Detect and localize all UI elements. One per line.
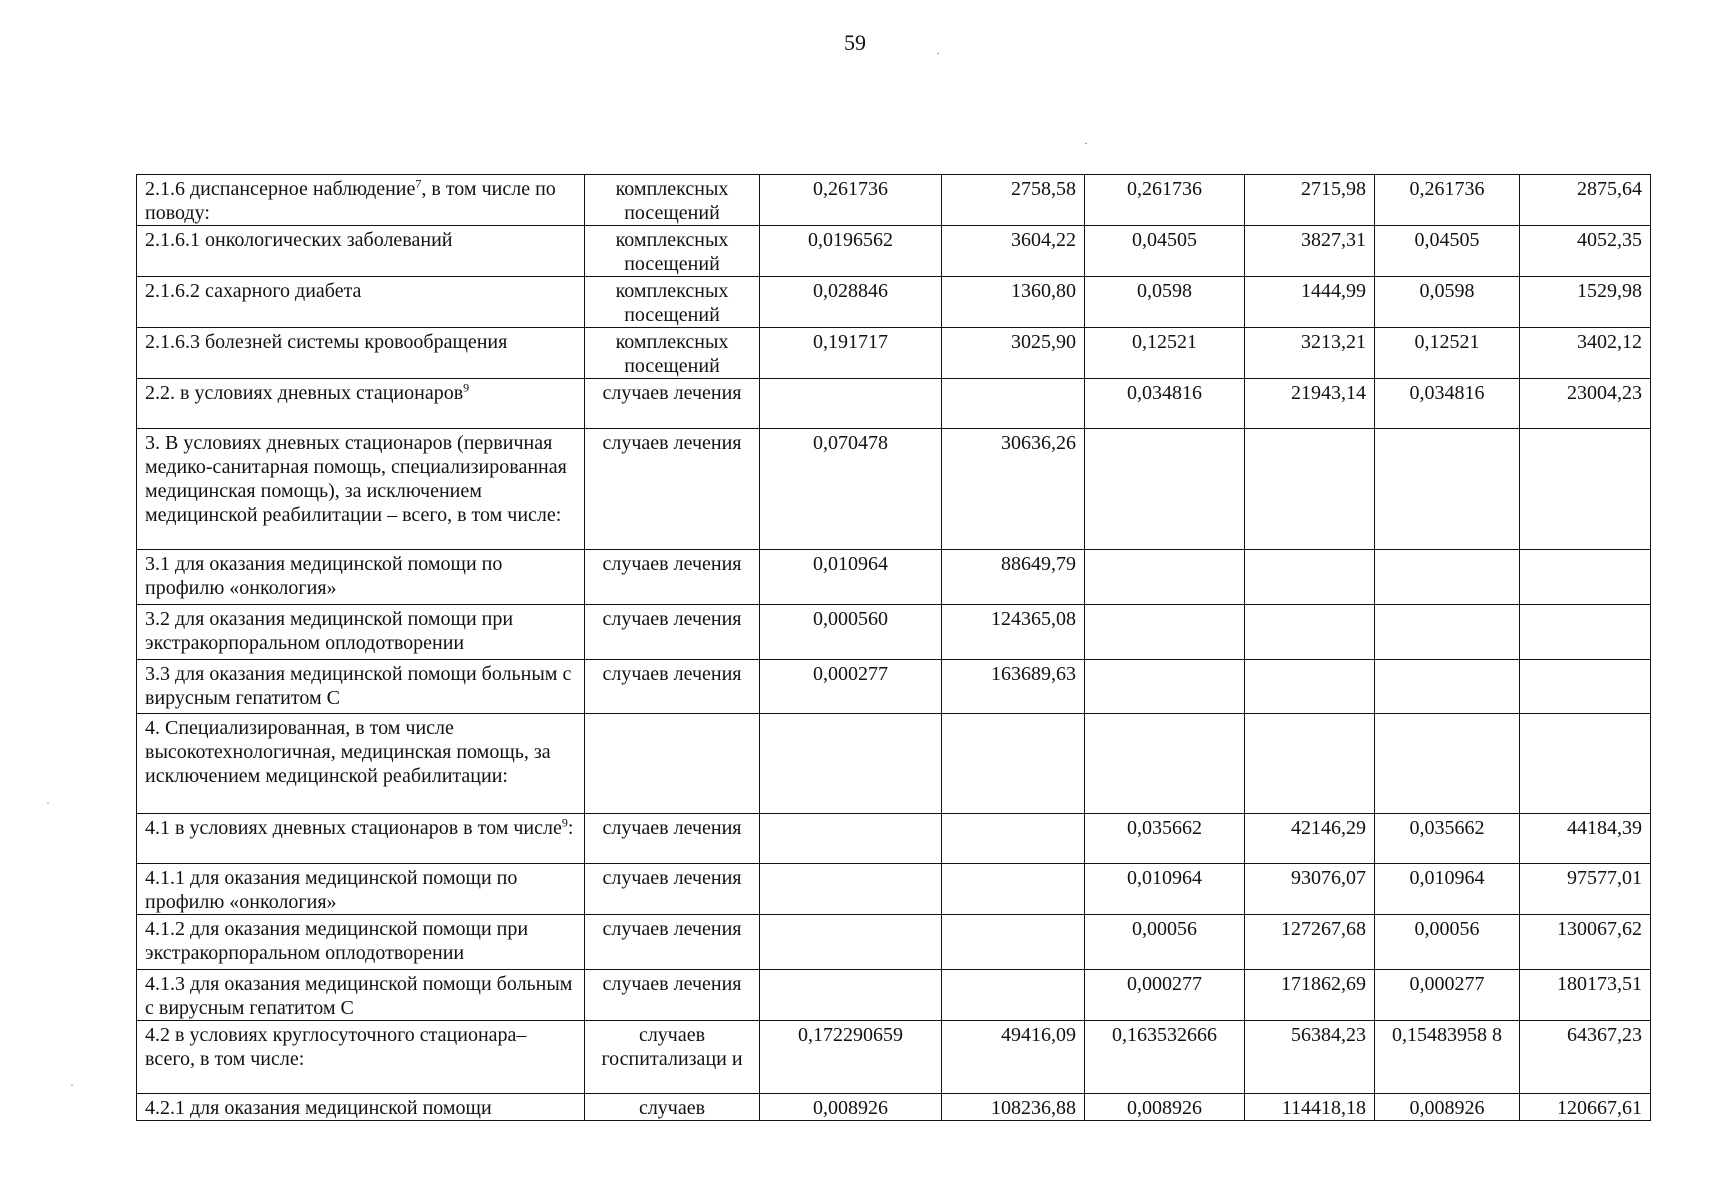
cost-cell: 4052,35 [1520, 226, 1651, 277]
table-row [137, 714, 1651, 814]
norm-cell [760, 970, 942, 1021]
norm-cell [760, 379, 942, 429]
unit-cell: случаев госпитализаци и [585, 1021, 760, 1094]
table-row [137, 660, 1651, 714]
scan-speck: · [936, 46, 940, 60]
unit-cell: случаев лечения [585, 605, 760, 660]
unit-cell [585, 714, 760, 814]
indicator-cell [137, 605, 585, 660]
norm-cell [760, 864, 942, 915]
indicator-name: 4.2.1 для оказания медицинской помощи [145, 1097, 492, 1119]
norm-cell: 0,261736 [760, 175, 942, 226]
indicator-name: 2.1.6.1 онкологических заболеваний [145, 229, 453, 251]
cost-cell: 3827,31 [1245, 226, 1375, 277]
unit-cell: комплексных посещений [585, 175, 760, 226]
cost-cell [1245, 429, 1375, 550]
cost-cell: 2758,58 [942, 175, 1085, 226]
indicator-name: 2.2. в условиях дневных стационаров [145, 382, 464, 404]
indicator-name: 3.3 для оказания медицинской помощи больным с вирусным гепатитом С [145, 663, 572, 709]
norm-cell: 0,028846 [760, 277, 942, 328]
cost-cell: 44184,39 [1520, 814, 1651, 864]
indicator-cell [137, 175, 585, 226]
norm-cell: 0,04505 [1375, 226, 1520, 277]
norm-cell: 0,000277 [760, 660, 942, 714]
norm-cell: 0,034816 [1375, 379, 1520, 429]
norm-cell [1375, 429, 1520, 550]
unit-cell: случаев лечения [585, 970, 760, 1021]
cost-cell: 114418,18 [1245, 1094, 1375, 1121]
table-row [137, 1094, 1651, 1121]
scan-speck: · [1084, 136, 1088, 150]
table-row [137, 814, 1651, 864]
indicator-cell [137, 864, 585, 915]
cost-cell: 1360,80 [942, 277, 1085, 328]
unit-cell: случаев лечения [585, 550, 760, 605]
cost-cell: 97577,01 [1520, 864, 1651, 915]
unit-cell: случаев [585, 1094, 760, 1121]
norm-cell: 0,008926 [760, 1094, 942, 1121]
cost-cell: 3604,22 [942, 226, 1085, 277]
norm-cell: 0,172290659 [760, 1021, 942, 1094]
tariff-table [136, 174, 1651, 1121]
cost-cell [942, 714, 1085, 814]
cost-cell [942, 379, 1085, 429]
norm-cell: 0,035662 [1375, 814, 1520, 864]
scan-speck: · [70, 1078, 74, 1092]
table-row [137, 970, 1651, 1021]
cost-cell: 3213,21 [1245, 328, 1375, 379]
unit-cell: комплексных посещений [585, 328, 760, 379]
table-row [137, 550, 1651, 605]
norm-cell [760, 814, 942, 864]
indicator-cell [137, 550, 585, 605]
table-row [137, 1021, 1651, 1094]
norm-cell: 0,12521 [1375, 328, 1520, 379]
norm-cell: 0,035662 [1085, 814, 1245, 864]
table-row [137, 328, 1651, 379]
norm-cell [1085, 605, 1245, 660]
cost-cell: 180173,51 [1520, 970, 1651, 1021]
cost-cell [942, 970, 1085, 1021]
norm-cell: 0,261736 [1375, 175, 1520, 226]
cost-cell [1520, 605, 1651, 660]
cost-cell [942, 814, 1085, 864]
indicator-name: 3.2 для оказания медицинской помощи при экстракорпоральном оплодотворении [145, 608, 514, 654]
cost-cell: 130067,62 [1520, 915, 1651, 970]
indicator-name: 4.1 в условиях дневных стационаров в том числе [145, 817, 562, 839]
indicator-cell [137, 660, 585, 714]
norm-cell: 0,000560 [760, 605, 942, 660]
indicator-cell [137, 714, 585, 814]
norm-cell: 0,0598 [1375, 277, 1520, 328]
indicator-cell [137, 429, 585, 550]
footnote-ref: 9 [463, 380, 470, 395]
indicator-cell [137, 915, 585, 970]
norm-cell [760, 915, 942, 970]
norm-cell: 0,008926 [1375, 1094, 1520, 1121]
norm-cell: 0,070478 [760, 429, 942, 550]
indicator-cell [137, 226, 585, 277]
unit-cell: случаев лечения [585, 915, 760, 970]
norm-cell: 0,000277 [1375, 970, 1520, 1021]
unit-cell: комплексных посещений [585, 226, 760, 277]
norm-cell: 0,010964 [1085, 864, 1245, 915]
unit-cell: случаев лечения [585, 814, 760, 864]
cost-cell: 30636,26 [942, 429, 1085, 550]
indicator-name: 3. В условиях дневных стационаров (первичная медико-санитарная помощь, специализированная медицинская помощь), за исключением медицинской реабилитации – всего, в том числе: [145, 432, 567, 526]
cost-cell: 108236,88 [942, 1094, 1085, 1121]
unit-cell: случаев лечения [585, 379, 760, 429]
table-row [137, 864, 1651, 915]
table-row [137, 605, 1651, 660]
indicator-name: 2.1.6.3 болезней системы кровообращения [145, 331, 508, 353]
norm-cell: 0,00056 [1085, 915, 1245, 970]
norm-cell: 0,163532666 [1085, 1021, 1245, 1094]
norm-cell: 0,0598 [1085, 277, 1245, 328]
cost-cell [1520, 660, 1651, 714]
cost-cell [1520, 714, 1651, 814]
indicator-cell [137, 277, 585, 328]
norm-cell: 0,0196562 [760, 226, 942, 277]
norm-cell: 0,15483958 8 [1375, 1021, 1520, 1094]
cost-cell: 93076,07 [1245, 864, 1375, 915]
unit-cell: случаев лечения [585, 864, 760, 915]
indicator-cell [137, 328, 585, 379]
indicator-cell [137, 379, 585, 429]
unit-cell: случаев лечения [585, 660, 760, 714]
cost-cell: 1444,99 [1245, 277, 1375, 328]
norm-cell: 0,008926 [1085, 1094, 1245, 1121]
footnote-ref: 7 [415, 176, 422, 191]
cost-cell [942, 864, 1085, 915]
indicator-cell [137, 1021, 585, 1094]
cost-cell [1520, 429, 1651, 550]
norm-cell: 0,010964 [760, 550, 942, 605]
cost-cell: 23004,23 [1520, 379, 1651, 429]
table-row [137, 226, 1651, 277]
footnote-ref: 9 [561, 815, 568, 830]
cost-cell: 2715,98 [1245, 175, 1375, 226]
cost-cell: 88649,79 [942, 550, 1085, 605]
norm-cell: 0,191717 [760, 328, 942, 379]
norm-cell: 0,04505 [1085, 226, 1245, 277]
cost-cell [1245, 660, 1375, 714]
norm-cell [1085, 714, 1245, 814]
table-row [137, 915, 1651, 970]
table-row [137, 175, 1651, 226]
norm-cell: 0,010964 [1375, 864, 1520, 915]
norm-cell: 0,034816 [1085, 379, 1245, 429]
cost-cell: 2875,64 [1520, 175, 1651, 226]
unit-cell: случаев лечения [585, 429, 760, 550]
cost-cell [1245, 714, 1375, 814]
cost-cell: 49416,09 [942, 1021, 1085, 1094]
indicator-name: 4.1.3 для оказания медицинской помощи больным с вирусным гепатитом С [145, 973, 573, 1019]
unit-cell: комплексных посещений [585, 277, 760, 328]
cost-cell: 1529,98 [1520, 277, 1651, 328]
norm-cell [1085, 550, 1245, 605]
norm-cell [1085, 429, 1245, 550]
cost-cell: 21943,14 [1245, 379, 1375, 429]
cost-cell: 42146,29 [1245, 814, 1375, 864]
cost-cell: 64367,23 [1520, 1021, 1651, 1094]
cost-cell: 127267,68 [1245, 915, 1375, 970]
indicator-cell [137, 970, 585, 1021]
cost-cell: 163689,63 [942, 660, 1085, 714]
cost-cell: 124365,08 [942, 605, 1085, 660]
indicator-name: 4. Специализированная, в том числе высокотехнологичная, медицинская помощь, за исключением медицинской реабилитации: [145, 717, 551, 787]
cost-cell [1520, 550, 1651, 605]
cost-cell: 120667,61 [1520, 1094, 1651, 1121]
cost-cell: 3402,12 [1520, 328, 1651, 379]
page-number: 59 [844, 30, 866, 55]
indicator-cell [137, 1094, 585, 1121]
norm-cell [1375, 660, 1520, 714]
norm-cell [760, 714, 942, 814]
cost-cell: 3025,90 [942, 328, 1085, 379]
table-row [137, 379, 1651, 429]
cost-cell [1245, 605, 1375, 660]
norm-cell [1375, 550, 1520, 605]
indicator-name: 3.1 для оказания медицинской помощи по профилю «онкология» [145, 553, 503, 599]
indicator-name: 2.1.6.2 сахарного диабета [145, 280, 362, 302]
scan-speck: · [46, 796, 50, 810]
indicator-name: 4.2 в условиях круглосуточного стационара– всего, в том числе: [145, 1024, 527, 1070]
cost-cell [942, 915, 1085, 970]
indicator-name: 4.1.1 для оказания медицинской помощи по профилю «онкология» [145, 867, 518, 913]
norm-cell: 0,261736 [1085, 175, 1245, 226]
table-row [137, 277, 1651, 328]
indicator-name: 4.1.2 для оказания медицинской помощи при экстракорпоральном оплодотворении [145, 918, 529, 964]
cost-cell: 56384,23 [1245, 1021, 1375, 1094]
norm-cell: 0,12521 [1085, 328, 1245, 379]
norm-cell [1375, 605, 1520, 660]
indicator-name: 2.1.6 диспансерное наблюдение [145, 178, 416, 200]
table-row [137, 429, 1651, 550]
norm-cell: 0,00056 [1375, 915, 1520, 970]
norm-cell: 0,000277 [1085, 970, 1245, 1021]
indicator-name-tail: : [567, 817, 574, 839]
cost-cell [1245, 550, 1375, 605]
cost-cell: 171862,69 [1245, 970, 1375, 1021]
norm-cell [1085, 660, 1245, 714]
indicator-name-tail: , в том числе по поводу: [145, 178, 556, 224]
norm-cell [1375, 714, 1520, 814]
indicator-cell [137, 814, 585, 864]
